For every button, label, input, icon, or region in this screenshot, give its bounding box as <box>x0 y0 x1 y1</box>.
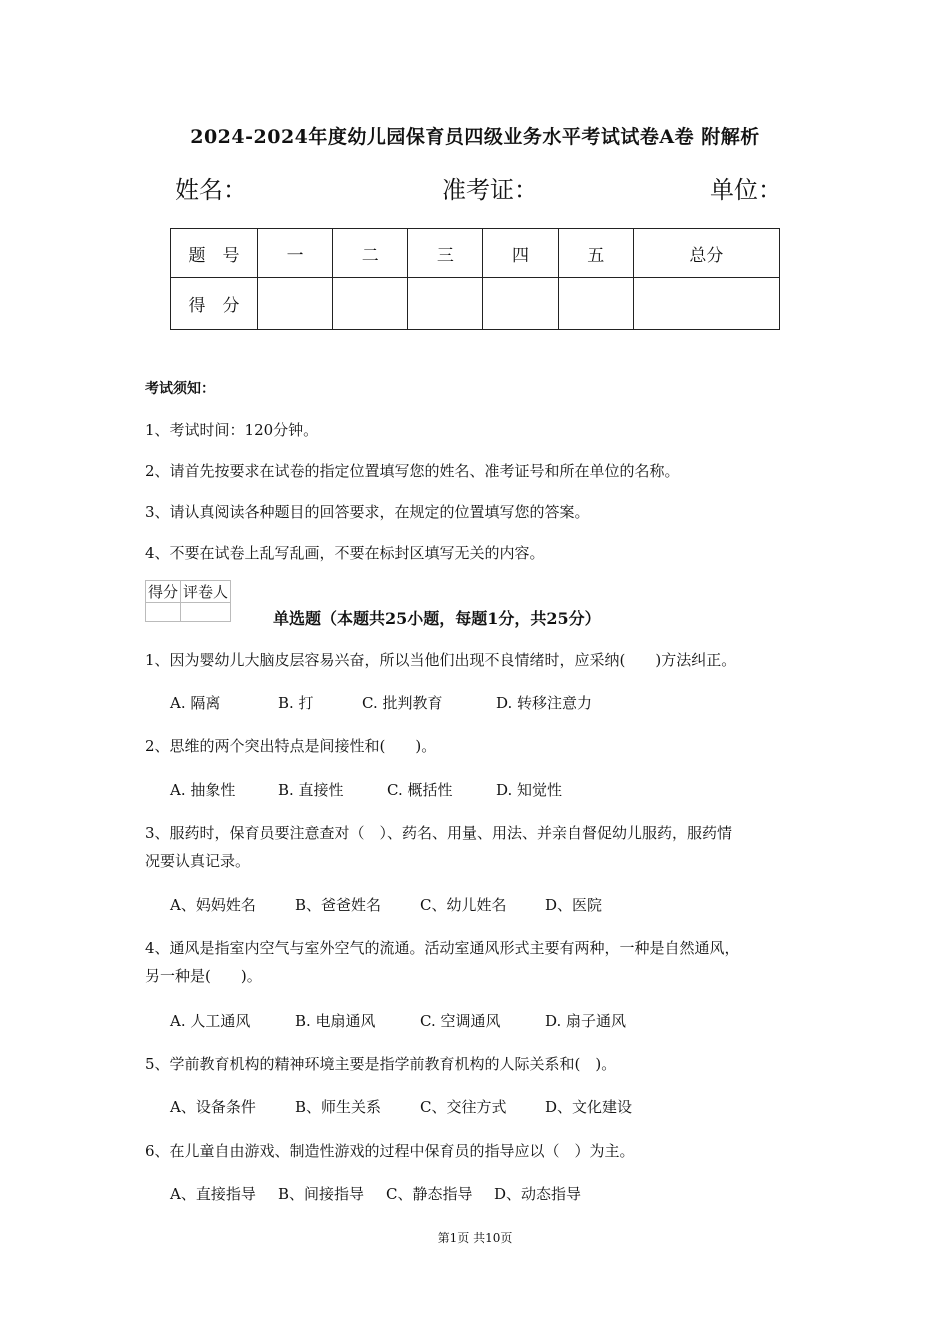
score-cell-total[interactable] <box>633 278 779 330</box>
question-options <box>170 779 562 800</box>
notice-item: 1、考试时间：120分钟。 <box>145 421 319 439</box>
section-title: 单选题（本题共25小题，每题1分，共25分） <box>273 609 601 628</box>
option[interactable]: B、爸爸姓名 <box>295 896 382 914</box>
question-text: 5、学前教育机构的精神环境主要是指学前教育机构的人际关系和( )。 <box>145 1055 617 1073</box>
score-cell-5[interactable] <box>558 278 633 330</box>
score-cell-1[interactable] <box>258 278 333 330</box>
option[interactable]: C. 空调通风 <box>420 1012 501 1030</box>
notice-title: 考试须知： <box>145 381 215 397</box>
question-options <box>170 692 592 713</box>
grader-score-cell[interactable] <box>146 603 181 622</box>
option[interactable]: D. 转移注意力 <box>496 694 593 712</box>
option[interactable]: A、直接指导 <box>170 1185 256 1203</box>
score-col-4: 四 <box>483 229 558 278</box>
question-text-continued: 另一种是( )。 <box>145 967 262 985</box>
score-col-3: 三 <box>408 229 483 278</box>
score-col-total: 总分 <box>633 229 779 278</box>
score-col-5: 五 <box>558 229 633 278</box>
score-row-label: 得 分 <box>171 278 258 330</box>
page-footer: 第1页 共10页 <box>437 1231 513 1245</box>
question-number-label: 题 号 <box>171 229 258 278</box>
question-text: 3、服药时，保育员要注意查对（ ）、药名、用量、用法、并亲自督促幼儿服药，服药情 <box>145 824 733 842</box>
option[interactable]: B. 直接性 <box>278 781 344 799</box>
question-text: 1、因为婴幼儿大脑皮层容易兴奋，所以当他们出现不良情绪时，应采纳( )方法纠正。 <box>145 651 737 669</box>
score-table <box>170 228 780 330</box>
question-text: 6、在儿童自由游戏、制造性游戏的过程中保育员的指导应以（ ）为主。 <box>145 1142 635 1160</box>
option[interactable]: C、静态指导 <box>386 1185 473 1203</box>
option[interactable]: C、幼儿姓名 <box>420 896 507 914</box>
question-text-continued: 况要认真记录。 <box>145 852 251 870</box>
option[interactable]: D、动态指导 <box>494 1185 582 1203</box>
option[interactable]: D. 扇子通风 <box>545 1012 627 1030</box>
option[interactable]: C. 概括性 <box>387 781 453 799</box>
option[interactable]: C、交往方式 <box>420 1098 507 1116</box>
score-col-1: 一 <box>258 229 333 278</box>
score-cell-2[interactable] <box>333 278 408 330</box>
grader-name-cell[interactable] <box>181 603 231 622</box>
exam-number-label: 准考证： <box>442 176 538 204</box>
option[interactable]: B. 打 <box>278 694 314 712</box>
question-options <box>170 1096 632 1117</box>
name-label: 姓名： <box>175 176 247 204</box>
option[interactable]: D、文化建设 <box>545 1098 633 1116</box>
option[interactable]: A. 人工通风 <box>170 1012 251 1030</box>
option[interactable]: C. 批判教育 <box>362 694 443 712</box>
question-text: 4、通风是指室内空气与室外空气的流通。活动室通风形式主要有两种，一种是自然通风， <box>145 939 740 957</box>
notice-item: 4、不要在试卷上乱写乱画，不要在标封区填写无关的内容。 <box>145 544 545 562</box>
question-options <box>170 894 602 915</box>
notice-item: 3、请认真阅读各种题目的回答要求，在规定的位置填写您的答案。 <box>145 503 590 521</box>
option[interactable]: B、间接指导 <box>278 1185 365 1203</box>
score-table-score-row <box>171 278 780 330</box>
question-text: 2、思维的两个突出特点是间接性和( )。 <box>145 737 437 755</box>
option[interactable]: B. 电扇通风 <box>295 1012 376 1030</box>
option[interactable]: D. 知觉性 <box>496 781 563 799</box>
unit-label: 单位： <box>710 176 782 204</box>
option[interactable]: A、妈妈姓名 <box>170 896 256 914</box>
exam-title: 2024-2024年度幼儿园保育员四级业务水平考试试卷A卷 附解析 <box>190 126 760 148</box>
score-cell-3[interactable] <box>408 278 483 330</box>
grader-score-label: 得分 <box>146 581 181 603</box>
option[interactable]: A、设备条件 <box>170 1098 256 1116</box>
option[interactable]: A. 抽象性 <box>170 781 236 799</box>
grader-box <box>145 580 231 622</box>
option[interactable]: A. 隔离 <box>170 694 221 712</box>
option[interactable]: B、师生关系 <box>295 1098 382 1116</box>
score-cell-4[interactable] <box>483 278 558 330</box>
grader-name-label: 评卷人 <box>181 581 231 603</box>
score-col-2: 二 <box>333 229 408 278</box>
notice-item: 2、请首先按要求在试卷的指定位置填写您的姓名、准考证号和所在单位的名称。 <box>145 462 680 480</box>
score-table-header-row <box>171 229 780 278</box>
question-options <box>170 1183 581 1204</box>
option[interactable]: D、医院 <box>545 896 603 914</box>
question-options <box>170 1010 626 1031</box>
